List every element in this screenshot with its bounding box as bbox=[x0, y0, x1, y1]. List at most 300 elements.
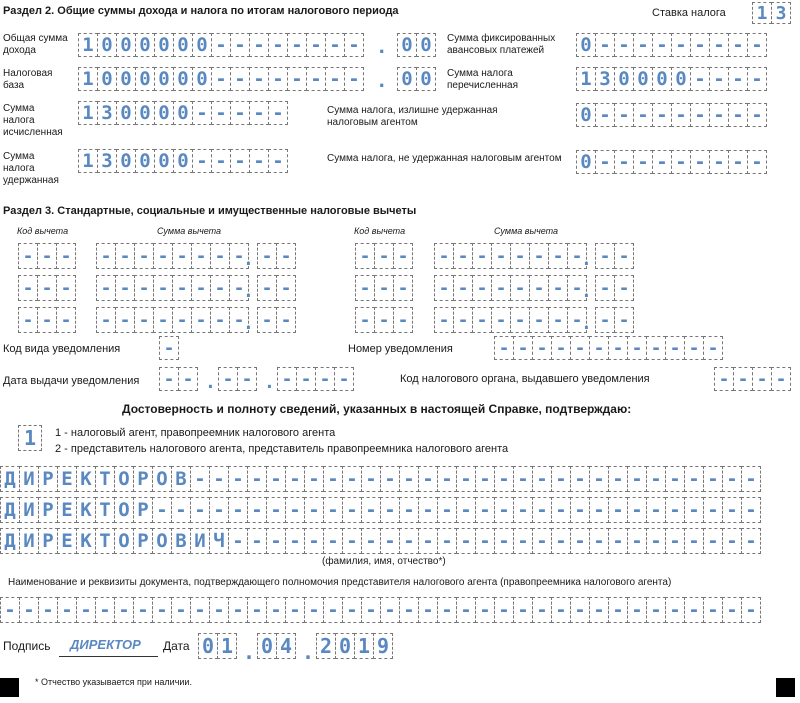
deduction-sum-frac-field[interactable] bbox=[595, 243, 633, 269]
char-cell: - bbox=[315, 367, 335, 391]
deduction-sum-int-field[interactable] bbox=[434, 243, 586, 269]
section2-title: Раздел 2. Общие суммы дохода и налога по итогам налогового периода bbox=[3, 5, 399, 17]
char-cell: - bbox=[690, 33, 710, 57]
char-cell: - bbox=[323, 597, 343, 623]
char-cell: - bbox=[633, 33, 653, 57]
char-cell: Т bbox=[95, 466, 115, 492]
tax-office-label: Код налогового органа, выдавшего уведомления bbox=[400, 373, 650, 385]
char-cell: - bbox=[76, 597, 96, 623]
char-cell: О bbox=[152, 528, 172, 554]
char-cell: - bbox=[229, 243, 249, 269]
char-cell: - bbox=[418, 528, 438, 554]
notice-number-field[interactable] bbox=[494, 336, 722, 360]
char-cell: - bbox=[608, 597, 628, 623]
tax-rate-label: Ставка налога bbox=[652, 7, 726, 19]
char-cell: 0 bbox=[335, 633, 355, 659]
char-cell: - bbox=[323, 528, 343, 554]
tax-excess-field[interactable] bbox=[576, 103, 766, 127]
char-cell: - bbox=[277, 367, 297, 391]
first-name-field[interactable] bbox=[0, 497, 760, 523]
char-cell: - bbox=[589, 497, 609, 523]
char-cell: - bbox=[249, 149, 269, 173]
signer-type-field[interactable] bbox=[18, 425, 41, 451]
char-cell: 0 bbox=[397, 33, 417, 57]
deduction-sum-int-field[interactable] bbox=[434, 307, 586, 333]
char-cell: - bbox=[276, 243, 296, 269]
char-cell: - bbox=[646, 497, 666, 523]
char-cell: - bbox=[456, 597, 476, 623]
char-cell: - bbox=[532, 528, 552, 554]
char-cell: - bbox=[209, 497, 229, 523]
char-cell: 0 bbox=[652, 67, 672, 91]
char-cell: 0 bbox=[154, 33, 174, 57]
char-cell: И bbox=[19, 528, 39, 554]
tax-not-withheld-label: Сумма налога, не удержанная налоговым агентом bbox=[327, 153, 562, 164]
char-cell: - bbox=[608, 497, 628, 523]
char-cell: И bbox=[190, 528, 210, 554]
char-cell: - bbox=[570, 597, 590, 623]
char-cell: - bbox=[747, 103, 767, 127]
char-cell: 0 bbox=[135, 101, 155, 125]
char-cell: 0 bbox=[576, 33, 596, 57]
notice-date-month-field[interactable] bbox=[218, 367, 256, 391]
char-cell: - bbox=[249, 101, 269, 125]
char-cell: - bbox=[475, 466, 495, 492]
char-cell: - bbox=[257, 275, 277, 301]
char-cell: - bbox=[304, 597, 324, 623]
char-cell: - bbox=[56, 307, 76, 333]
char-cell: - bbox=[191, 243, 211, 269]
char-cell: Е bbox=[57, 528, 77, 554]
char-cell: 0 bbox=[116, 33, 136, 57]
char-cell: - bbox=[453, 275, 473, 301]
char-cell: - bbox=[0, 597, 20, 623]
char-cell: - bbox=[608, 466, 628, 492]
total-income-frac-field[interactable] bbox=[397, 33, 435, 57]
char-cell: - bbox=[548, 307, 568, 333]
patronymic-field[interactable] bbox=[0, 528, 760, 554]
char-cell: - bbox=[703, 597, 723, 623]
char-cell: - bbox=[690, 103, 710, 127]
char-cell: - bbox=[296, 367, 316, 391]
fixed-advance-label: Сумма фиксированных авансовых платежей bbox=[447, 33, 556, 56]
char-cell: - bbox=[614, 150, 634, 174]
char-cell: - bbox=[171, 497, 191, 523]
char-cell: - bbox=[532, 336, 552, 360]
char-cell: - bbox=[703, 466, 723, 492]
notice-date-label: Дата выдачи уведомления bbox=[3, 375, 140, 387]
deduction-code-field[interactable] bbox=[18, 275, 75, 301]
char-cell: - bbox=[287, 33, 307, 57]
char-cell: - bbox=[257, 243, 277, 269]
char-cell: - bbox=[134, 243, 154, 269]
deduction-code-field[interactable] bbox=[355, 275, 412, 301]
char-cell: - bbox=[434, 307, 454, 333]
char-cell: - bbox=[728, 150, 748, 174]
char-cell: 0 bbox=[173, 33, 193, 57]
signature-value[interactable]: ДИРЕКТОР bbox=[70, 637, 141, 652]
char-cell: - bbox=[510, 275, 530, 301]
char-cell: 0 bbox=[135, 33, 155, 57]
char-cell: - bbox=[211, 149, 231, 173]
confirm-title: Достоверность и полноту сведений, указанных в настоящей Справке, подтверждаю: bbox=[122, 402, 632, 416]
char-cell: - bbox=[665, 497, 685, 523]
char-cell: 0 bbox=[416, 67, 436, 91]
char-cell: 0 bbox=[192, 33, 212, 57]
char-cell: - bbox=[608, 336, 628, 360]
char-cell: 0 bbox=[257, 633, 277, 659]
char-cell: - bbox=[551, 497, 571, 523]
char-cell: - bbox=[684, 597, 704, 623]
tax-base-frac-field[interactable] bbox=[397, 67, 435, 91]
char-cell: 0 bbox=[576, 150, 596, 174]
char-cell: - bbox=[306, 33, 326, 57]
char-cell: - bbox=[342, 497, 362, 523]
char-cell: О bbox=[152, 466, 172, 492]
char-cell: К bbox=[76, 528, 96, 554]
char-cell: В bbox=[171, 466, 191, 492]
char-cell: - bbox=[306, 67, 326, 91]
char-cell: - bbox=[494, 466, 514, 492]
char-cell: - bbox=[152, 497, 172, 523]
deduction-code-field[interactable] bbox=[18, 307, 75, 333]
char-cell: - bbox=[567, 243, 587, 269]
char-cell: - bbox=[399, 466, 419, 492]
char-cell: - bbox=[361, 466, 381, 492]
char-cell: - bbox=[627, 336, 647, 360]
char-cell: - bbox=[342, 466, 362, 492]
char-cell: - bbox=[434, 275, 454, 301]
char-cell: - bbox=[56, 275, 76, 301]
char-cell: - bbox=[115, 307, 135, 333]
char-cell: 0 bbox=[576, 103, 596, 127]
char-cell: - bbox=[510, 243, 530, 269]
char-cell: 0 bbox=[192, 67, 212, 91]
notice-date-day-field[interactable] bbox=[159, 367, 197, 391]
char-cell: 1 bbox=[78, 101, 98, 125]
corner-marker-right bbox=[776, 678, 795, 697]
char-cell: - bbox=[172, 307, 192, 333]
char-cell: - bbox=[614, 307, 634, 333]
char-cell: - bbox=[153, 307, 173, 333]
char-cell: - bbox=[209, 597, 229, 623]
deduction-sum-int-field[interactable] bbox=[96, 307, 248, 333]
char-cell: - bbox=[257, 307, 277, 333]
char-cell: - bbox=[567, 307, 587, 333]
char-cell: - bbox=[510, 307, 530, 333]
char-cell: - bbox=[437, 497, 457, 523]
char-cell: - bbox=[456, 497, 476, 523]
char-cell: - bbox=[355, 307, 375, 333]
char-cell: - bbox=[95, 597, 115, 623]
tax-withheld-field[interactable] bbox=[78, 149, 287, 173]
tax-rate-field[interactable] bbox=[752, 2, 790, 24]
char-cell: - bbox=[728, 67, 748, 91]
fio-caption: (фамилия, имя, отчество*) bbox=[322, 556, 446, 567]
char-cell: - bbox=[380, 466, 400, 492]
char-cell: - bbox=[722, 528, 742, 554]
code-header-left: Код вычета bbox=[17, 226, 69, 236]
char-cell: - bbox=[57, 597, 77, 623]
char-cell: - bbox=[646, 528, 666, 554]
sum-header-left: Сумма вычета bbox=[157, 226, 222, 236]
char-cell: - bbox=[437, 466, 457, 492]
char-cell: О bbox=[114, 497, 134, 523]
char-cell: - bbox=[494, 528, 514, 554]
char-cell: - bbox=[703, 528, 723, 554]
date-day-field[interactable] bbox=[198, 633, 236, 659]
char-cell: - bbox=[285, 466, 305, 492]
corner-marker-left bbox=[0, 678, 19, 697]
char-cell: - bbox=[210, 275, 230, 301]
char-cell: - bbox=[18, 275, 38, 301]
char-cell: - bbox=[191, 307, 211, 333]
char-cell: - bbox=[374, 243, 394, 269]
deduction-sum-int-field[interactable] bbox=[434, 275, 586, 301]
deduction-sum-int-field[interactable] bbox=[96, 243, 248, 269]
char-cell: - bbox=[211, 101, 231, 125]
char-cell: - bbox=[230, 33, 250, 57]
char-cell: - bbox=[472, 243, 492, 269]
char-cell: К bbox=[76, 497, 96, 523]
tax-excess-label: Сумма налога, излишне удержанная налоговым агентом bbox=[327, 105, 498, 128]
char-cell: 1 bbox=[354, 633, 374, 659]
char-cell: - bbox=[747, 67, 767, 91]
char-cell: - bbox=[741, 597, 761, 623]
date-year-field[interactable] bbox=[316, 633, 392, 659]
surname-field[interactable] bbox=[0, 466, 760, 492]
char-cell: - bbox=[393, 275, 413, 301]
total-income-int-field[interactable] bbox=[78, 33, 363, 57]
char-cell: - bbox=[747, 150, 767, 174]
char-cell: - bbox=[752, 367, 772, 391]
char-cell: 0 bbox=[416, 33, 436, 57]
char-cell: - bbox=[190, 497, 210, 523]
char-cell: - bbox=[722, 466, 742, 492]
char-cell: - bbox=[344, 67, 364, 91]
char-cell: Е bbox=[57, 466, 77, 492]
char-cell: - bbox=[247, 597, 267, 623]
char-cell: - bbox=[266, 597, 286, 623]
char-cell: - bbox=[285, 528, 305, 554]
char-cell: - bbox=[671, 103, 691, 127]
char-cell: - bbox=[230, 67, 250, 91]
deduction-sum-frac-field[interactable] bbox=[595, 275, 633, 301]
char-cell: Е bbox=[57, 497, 77, 523]
sum-header-right: Сумма вычета bbox=[494, 226, 559, 236]
char-cell: - bbox=[361, 497, 381, 523]
char-cell: - bbox=[513, 336, 533, 360]
char-cell: - bbox=[684, 466, 704, 492]
char-cell: - bbox=[570, 528, 590, 554]
char-cell: - bbox=[551, 336, 571, 360]
char-cell: - bbox=[684, 336, 704, 360]
char-cell: - bbox=[380, 528, 400, 554]
char-cell: - bbox=[475, 497, 495, 523]
tax-base-label: Налоговая база bbox=[3, 68, 53, 91]
char-cell: - bbox=[159, 367, 179, 391]
char-cell: - bbox=[268, 67, 288, 91]
char-cell: - bbox=[456, 528, 476, 554]
char-cell: - bbox=[323, 497, 343, 523]
date-month-field[interactable] bbox=[257, 633, 295, 659]
deduction-sum-frac-field[interactable] bbox=[595, 307, 633, 333]
char-cell: 0 bbox=[97, 33, 117, 57]
char-cell: - bbox=[276, 275, 296, 301]
char-cell: - bbox=[665, 597, 685, 623]
tax-calc-field[interactable] bbox=[78, 101, 287, 125]
total-income-label: Общая сумма дохода bbox=[3, 33, 68, 56]
signature-label: Подпись bbox=[3, 639, 51, 653]
char-cell: - bbox=[551, 528, 571, 554]
char-cell: - bbox=[342, 597, 362, 623]
char-cell: И bbox=[19, 466, 39, 492]
char-cell: - bbox=[684, 497, 704, 523]
char-cell: - bbox=[472, 307, 492, 333]
char-cell: - bbox=[570, 466, 590, 492]
char-cell: - bbox=[304, 466, 324, 492]
char-cell: 0 bbox=[97, 67, 117, 91]
char-cell: - bbox=[115, 275, 135, 301]
char-cell: - bbox=[437, 528, 457, 554]
authority-doc-field[interactable] bbox=[0, 597, 760, 623]
char-cell: 0 bbox=[154, 149, 174, 173]
char-cell: 0 bbox=[614, 67, 634, 91]
char-cell: - bbox=[228, 466, 248, 492]
char-cell: 0 bbox=[671, 67, 691, 91]
char-cell: - bbox=[434, 243, 454, 269]
char-cell: - bbox=[709, 103, 729, 127]
char-cell: - bbox=[652, 150, 672, 174]
char-cell: - bbox=[228, 528, 248, 554]
char-cell: - bbox=[475, 528, 495, 554]
char-cell: - bbox=[266, 466, 286, 492]
notice-type-field[interactable] bbox=[159, 336, 178, 360]
char-cell: - bbox=[325, 67, 345, 91]
tax-office-field[interactable] bbox=[714, 367, 790, 391]
char-cell: - bbox=[134, 307, 154, 333]
char-cell: - bbox=[741, 466, 761, 492]
char-cell: Д bbox=[0, 497, 20, 523]
char-cell: - bbox=[529, 243, 549, 269]
char-cell: Т bbox=[95, 528, 115, 554]
char-cell: 9 bbox=[373, 633, 393, 659]
char-cell: - bbox=[237, 367, 257, 391]
char-cell: 0 bbox=[173, 101, 193, 125]
char-cell: - bbox=[342, 528, 362, 554]
char-cell: Р bbox=[133, 466, 153, 492]
char-cell: - bbox=[276, 307, 296, 333]
footnote: * Отчество указывается при наличии. bbox=[35, 677, 192, 687]
char-cell: - bbox=[287, 67, 307, 91]
notice-date-year-field[interactable] bbox=[277, 367, 353, 391]
char-cell: - bbox=[393, 307, 413, 333]
char-cell: - bbox=[513, 528, 533, 554]
char-cell: - bbox=[551, 466, 571, 492]
char-cell: - bbox=[627, 597, 647, 623]
char-cell: - bbox=[37, 275, 57, 301]
char-cell: О bbox=[114, 528, 134, 554]
char-cell: - bbox=[491, 275, 511, 301]
tax-transferred-field[interactable] bbox=[576, 67, 766, 91]
char-cell: - bbox=[229, 275, 249, 301]
char-cell: - bbox=[268, 149, 288, 173]
char-cell: - bbox=[172, 275, 192, 301]
char-cell: 2 bbox=[316, 633, 336, 659]
char-cell: 4 bbox=[276, 633, 296, 659]
char-cell: - bbox=[741, 528, 761, 554]
char-cell: - bbox=[472, 275, 492, 301]
char-cell: 1 bbox=[576, 67, 596, 91]
char-cell: 3 bbox=[771, 2, 791, 24]
char-cell: 1 bbox=[18, 425, 42, 451]
char-cell: Р bbox=[38, 466, 58, 492]
deduction-sum-frac-field[interactable] bbox=[257, 275, 295, 301]
char-cell: 3 bbox=[97, 101, 117, 125]
char-cell: - bbox=[361, 597, 381, 623]
signer-option-2: 2 - представитель налогового агента, представитель правопреемника налогового агента bbox=[55, 443, 509, 455]
char-cell: - bbox=[355, 275, 375, 301]
char-cell: - bbox=[529, 275, 549, 301]
char-cell: - bbox=[728, 33, 748, 57]
char-cell: - bbox=[614, 33, 634, 57]
deduction-sum-frac-field[interactable] bbox=[257, 307, 295, 333]
deduction-sum-frac-field[interactable] bbox=[257, 243, 295, 269]
char-cell: Р bbox=[133, 528, 153, 554]
char-cell: - bbox=[703, 336, 723, 360]
char-cell: 0 bbox=[116, 149, 136, 173]
char-cell: - bbox=[652, 103, 672, 127]
deduction-code-field[interactable] bbox=[355, 243, 412, 269]
char-cell: - bbox=[393, 243, 413, 269]
char-cell: - bbox=[494, 336, 514, 360]
char-cell: - bbox=[38, 597, 58, 623]
fixed-advance-field[interactable] bbox=[576, 33, 766, 57]
deduction-code-field[interactable] bbox=[355, 307, 412, 333]
char-cell: - bbox=[627, 528, 647, 554]
char-cell: - bbox=[323, 466, 343, 492]
deduction-code-field[interactable] bbox=[18, 243, 75, 269]
char-cell: - bbox=[380, 497, 400, 523]
tax-not-withheld-field[interactable] bbox=[576, 150, 766, 174]
char-cell: - bbox=[399, 497, 419, 523]
char-cell: 3 bbox=[97, 149, 117, 173]
char-cell: - bbox=[671, 33, 691, 57]
char-cell: - bbox=[96, 275, 116, 301]
char-cell: 0 bbox=[198, 633, 218, 659]
tax-base-int-field[interactable] bbox=[78, 67, 363, 91]
char-cell: Д bbox=[0, 528, 20, 554]
char-cell: - bbox=[153, 275, 173, 301]
char-cell: - bbox=[171, 597, 191, 623]
char-cell: 0 bbox=[173, 149, 193, 173]
char-cell: - bbox=[627, 466, 647, 492]
signer-option-1: 1 - налоговый агент, правопреемник налогового агента bbox=[55, 427, 336, 439]
char-cell: - bbox=[665, 466, 685, 492]
tax-calc-label: Сумма налога исчисленная bbox=[3, 103, 63, 138]
char-cell: - bbox=[114, 597, 134, 623]
char-cell: - bbox=[513, 466, 533, 492]
char-cell: - bbox=[374, 307, 394, 333]
char-cell: - bbox=[595, 243, 615, 269]
char-cell: - bbox=[18, 307, 38, 333]
char-cell: - bbox=[380, 597, 400, 623]
deduction-sum-int-field[interactable] bbox=[96, 275, 248, 301]
char-cell: - bbox=[652, 33, 672, 57]
char-cell: - bbox=[230, 101, 250, 125]
char-cell: - bbox=[595, 103, 615, 127]
char-cell: - bbox=[152, 597, 172, 623]
